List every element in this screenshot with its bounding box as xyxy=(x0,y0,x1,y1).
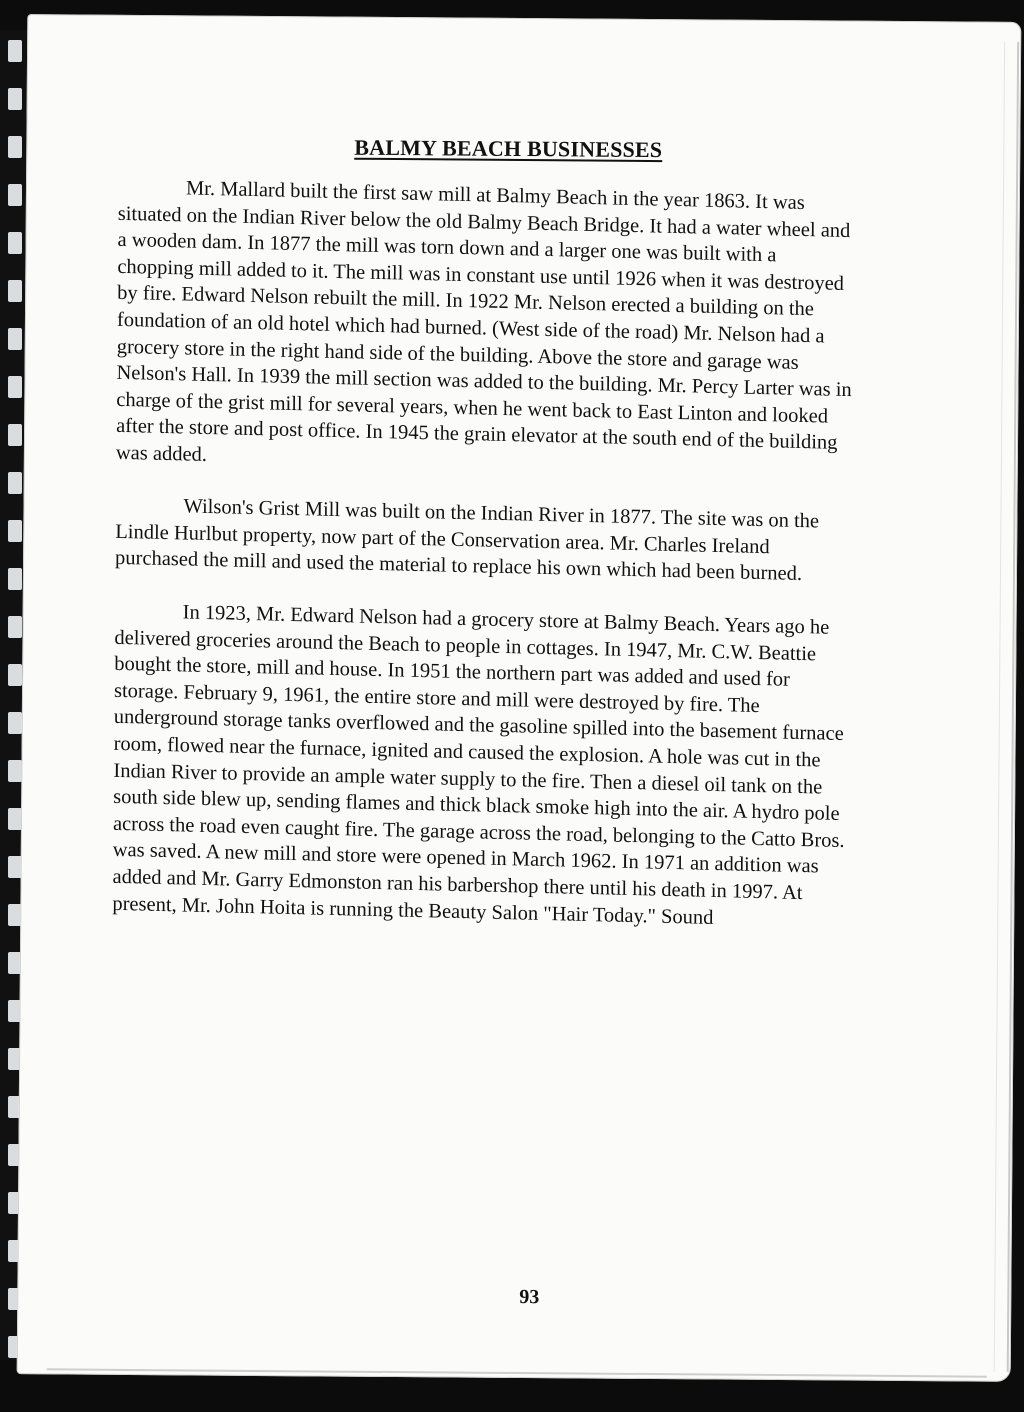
binding-loop xyxy=(8,424,22,446)
binding-loop xyxy=(8,136,22,158)
paragraph-grocery-store: In 1923, Mr. Edward Nelson had a grocery store at Balmy Beach. Years ago he delivered groceries around the Beach to people in cottages. In 1947, Mr. C.W. Beattie bought the store, mill and house. In 1951 the northern part was added and used for storage. February 9, 1961, the entire store and mill were destroyed by fire. The underground storage tanks overflowed and the gasoline spilled into the basement furnace room, flowed near the furnace, ignited and caused the explosion. A hole was cut in the Indian River to provide an ample water supply to the fire. Then a diesel oil tank on the south side blew up, sending flames and thick black smoke high into the air. A hydro pole across the road even caught fire. The garage across the road, belonging to the Catto Bros. was saved. A new mill and store were opened in March 1962. In 1971 an addition was added and Mr. Garry Edmonston ran his barbershop there until his death in 1997. At present, Mr. John Hoita is running the Beauty Salon "Hair Today." Sound xyxy=(112,601,845,929)
binding-loop xyxy=(8,472,22,494)
binding-loop xyxy=(8,760,22,782)
binding-loop xyxy=(8,184,22,206)
binding-loop xyxy=(8,568,22,590)
paper-page xyxy=(17,14,1022,1382)
binding-loop xyxy=(8,520,22,542)
binding-loop xyxy=(8,88,22,110)
binding-loop xyxy=(8,712,22,734)
page-number: 93 xyxy=(519,1286,540,1309)
binding-loop xyxy=(8,232,22,254)
page-bottom-edge xyxy=(47,1360,987,1377)
paragraph-grist-mill: Wilson's Grist Mill was built on the Indian River in 1877. The site was on the Lindle Hurlbut property, now part of the Conservation area. Mr. Charles Ireland purchased the mill and used the material to replace his own which had been burned. xyxy=(114,495,820,586)
binding-loop xyxy=(8,808,22,830)
binding-loop xyxy=(8,328,22,350)
binding-loop xyxy=(8,40,22,62)
paragraph-saw-mill: Mr. Mallard built the first saw mill at Balmy Beach in the year 1863. It was situated on the Indian River below the old Balmy Beach Bridge. It had a water wheel and a wooden dam. In 1877 the mill was torn down and a larger one was built with a chopping mill added to it. The mill was in constant use until 1926 when it was destroyed by fire. Edward Nelson rebuilt the mill. In 1922 Mr. Nelson erected a building on the foundation of an old hotel which had burned. (West side of the road) Mr. Nelson had a grocery store in the right hand side of the building. Above the store and garage was Nelson's Hall. In 1939 the mill section was added to the building. Mr. Percy Larter was in charge of the grist mill for several years, when he went back to East Linton and looked after the store and post office. In 1945 the grain elevator at the south end of the building was added. xyxy=(115,177,852,466)
page-edge xyxy=(994,42,1019,1372)
page-title: BALMY BEACH BUSINESSES xyxy=(354,134,663,163)
binding-loop xyxy=(8,664,22,686)
binding-loop xyxy=(8,616,22,638)
binding-loop xyxy=(8,280,22,302)
binding-loop xyxy=(8,376,22,398)
page-content xyxy=(112,133,858,949)
